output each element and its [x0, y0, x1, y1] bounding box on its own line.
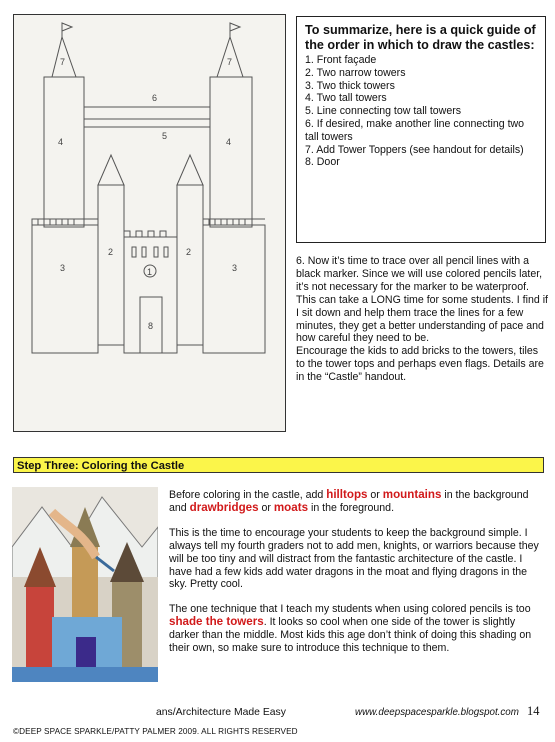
colored-castle-image [12, 487, 158, 682]
p3-text-a: The one technique that I teach my students when using colored pencils is too [169, 603, 531, 616]
p3-text-b: . It looks so cool when one side of the tower is slightly darker than the middle. Most kids this age don’t think of doing this shading on their own, so make sure to introduce this technique to them. [169, 616, 532, 655]
label-7-right: 7 [227, 57, 233, 67]
highlight-drawbridges: drawbridges [189, 500, 259, 514]
p1-text-d: or [258, 501, 274, 514]
p1-text-b: or [367, 489, 383, 501]
summary-step: 8. Door [305, 156, 340, 169]
summary-step: 5. Line connecting tow tall towers [305, 105, 462, 118]
footer-book-title: ans/Architecture Made Easy [156, 707, 286, 718]
summary-step: 4. Two tall towers [305, 92, 387, 105]
label-3-left: 3 [60, 263, 66, 273]
label-8: 8 [148, 321, 154, 331]
background-paragraph [169, 489, 545, 515]
label-2-left: 2 [108, 247, 114, 257]
label-7-left: 7 [60, 57, 66, 67]
summary-box [296, 16, 546, 243]
label-4-left: 4 [58, 137, 64, 147]
summary-step: 1. Front façade [305, 54, 377, 66]
step-6-paragraph [296, 255, 548, 384]
castle-drawing-photo [13, 14, 286, 432]
summary-title: To summarize, here is a quick guide of the order in which to draw the castles: [305, 23, 536, 52]
page-number: 14 [527, 704, 540, 718]
highlight-hilltops: hilltops [326, 488, 368, 501]
label-4-right: 4 [226, 137, 232, 147]
highlight-shade-towers: shade the towers [169, 615, 264, 629]
p1-text-a: Before coloring in the castle, add [169, 489, 327, 501]
coloring-castle-photo [12, 487, 158, 682]
highlight-mountains: mountains [382, 488, 442, 501]
summary-step: 2. Two narrow towers [305, 66, 406, 79]
label-6: 6 [152, 93, 158, 103]
shading-paragraph [169, 603, 545, 655]
p1-text-c: in the background and [169, 489, 529, 514]
footer-url: www.deepspacesparkle.blogspot.com [355, 707, 519, 718]
step-6-encourage-text: Encourage the kids to add bricks to the towers, tiles to the tower tops and perhaps even flags. Details are in the “Castle” handout. [296, 345, 544, 384]
summary-step: 3. Two thick towers [305, 79, 395, 92]
label-1: 1 [147, 267, 153, 277]
step-three-header: Step Three: Coloring the Castle [13, 457, 544, 473]
p1-text-e: in the foreground. [308, 501, 395, 514]
copyright-notice: ©DEEP SPACE SPARKLE/PATTY PALMER 2009. ALL RIGHTS RESERVED [13, 727, 298, 736]
label-2-right: 2 [186, 247, 192, 257]
label-5: 5 [162, 131, 168, 141]
highlight-moats: moats [273, 500, 309, 514]
label-3-right: 3 [232, 263, 238, 273]
step-6-text: 6. Now it’s time to trace over all pencil lines with a black marker. Since we will use colored pencils later, it’s not necessary for the marker to be waterproof. This can take a LONG time for some students. I find if I sit down and help them trace the lines for a few minutes, they get a better understanding of pace and how careful they need to be. [296, 255, 548, 345]
castle-sketch [14, 15, 285, 431]
step-three-body [169, 489, 545, 667]
summary-step: 7. Add Tower Toppers (see handout for details) [305, 143, 524, 156]
summary-step: 6. If desired, make another line connecting two tall towers [305, 117, 525, 143]
simple-background-paragraph: This is the time to encourage your students to keep the background simple. I always tell my fourth graders not to add men, knights, or warriors because they will be too tiny and will distract from the fantastic architecture of the castle. I have had a few kids add water dragons in the moat and flying dragons in the sky. Pretty cool. [169, 526, 539, 591]
